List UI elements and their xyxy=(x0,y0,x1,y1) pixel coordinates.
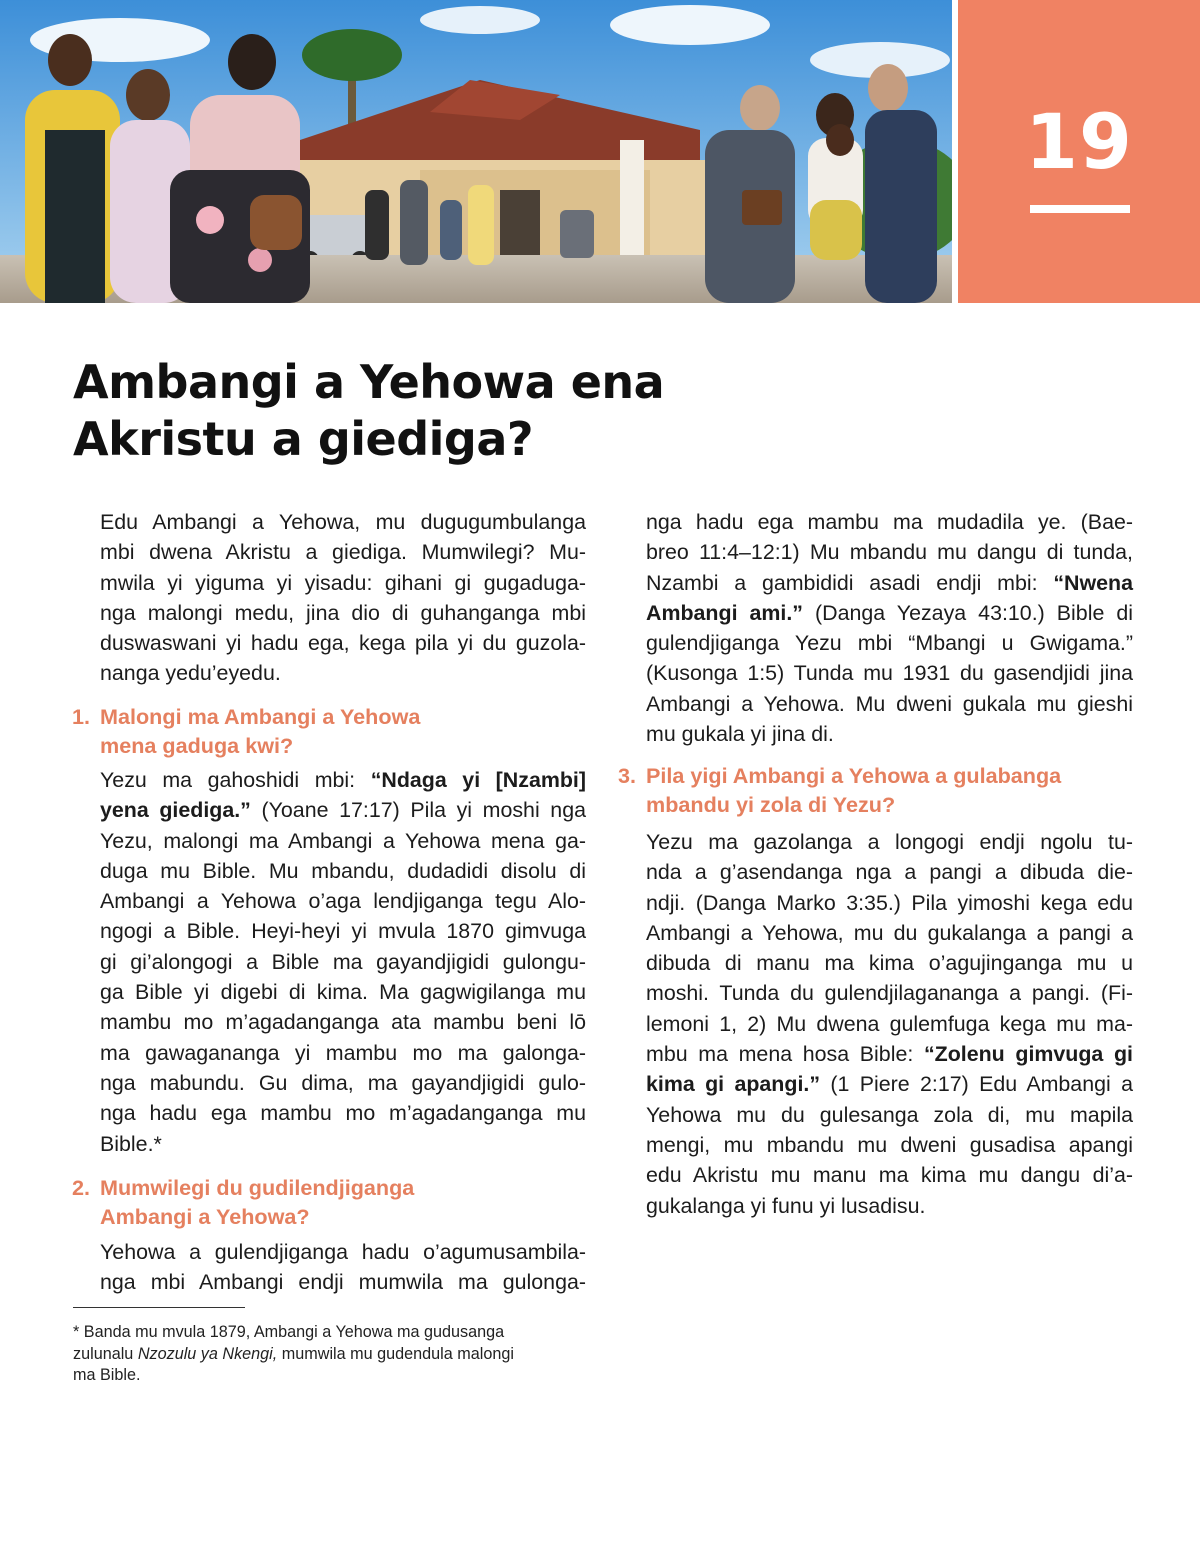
text-line: ga Bible yi digebi di kima. Ma gagwigilanga mu xyxy=(100,980,586,1005)
text-run: Yezu ma gahoshidi mbi: xyxy=(100,768,371,792)
text-line: gukalanga yi funu yi lusadisu. xyxy=(646,1193,926,1218)
text-line: nga hadu ega mambu mo m’agadanganga mu xyxy=(100,1101,586,1126)
text-line: Yehowa a gulendjiganga hadu o’agumusambila- xyxy=(100,1240,586,1264)
text-line: gulendjiganga Yezu mbi “Mbangi u Gwigama.” xyxy=(646,631,1133,656)
text-line: Yezu, malongi ma Ambangi a Yehowa mena ga- xyxy=(100,828,586,853)
text-run: mumwila mu gudendula malongi xyxy=(277,1344,514,1363)
question-3-heading xyxy=(618,761,1062,819)
text-run: zulunalu xyxy=(73,1344,138,1363)
text-line: Yezu ma gazolanga a longogi endji ngolu tu- xyxy=(646,830,1133,854)
right-column xyxy=(646,507,1133,749)
text-line xyxy=(646,1039,1133,1069)
text-line xyxy=(646,598,1133,628)
page-title xyxy=(73,354,693,468)
text-line: Bible.* xyxy=(100,1131,162,1156)
text-line: edu Akristu mu manu ma kima mu dangu di’a- xyxy=(646,1163,1133,1188)
text-line: dibuda di manu ma kima o’agujinganga mu u xyxy=(646,951,1133,976)
text-line: ndji. (Danga Marko 3:35.) Pila yimoshi kega edu xyxy=(646,890,1133,915)
text-line: moshi. Tunda du gulendjilagananga a pangi. (Fi- xyxy=(646,981,1133,1006)
text-run: (1 Piere 2:17) Edu Ambangi a xyxy=(820,1072,1133,1097)
text-line: duswaswani yi hadu ega, kega pila yi du guzola- xyxy=(100,631,586,656)
question-1-answer xyxy=(100,765,586,1159)
left-column xyxy=(100,507,586,689)
question-number: 2. xyxy=(72,1175,91,1200)
text-line: mwila yi yiguma yi yisadu: gihani gi gugaduga- xyxy=(100,570,586,595)
question-number: 3. xyxy=(618,763,637,788)
text-line: Ambangi a Yehowa. Mu dweni gukala mu gieshi xyxy=(646,691,1133,716)
text-run: (Yoane 17:17) Pila yi moshi nga xyxy=(250,798,586,823)
text-line: nanga yedu’eyedu. xyxy=(100,661,281,686)
text-line: breo 11:4–12:1) Mu mbandu mu dangu di tunda, xyxy=(646,540,1133,565)
question-line: Pila yigi Ambangi a Yehowa a gulabanga xyxy=(646,763,1062,788)
text-line: mambu mo m’agadanganga ata mambu beni lō xyxy=(100,1010,586,1035)
text-line: Ambangi a Yehowa o’aga lendjiganga tegu Alo- xyxy=(100,889,586,914)
text-run: Nzambi a gambididi asadi endji mbi: xyxy=(646,570,1054,595)
text-line: (Kusonga 1:5) Tunda mu 1931 du gasendjidi jina xyxy=(646,661,1133,686)
chapter-rule xyxy=(1030,205,1130,213)
intro-paragraph xyxy=(100,507,586,689)
footnote xyxy=(73,1322,573,1387)
text-line xyxy=(646,568,1133,598)
header-photo xyxy=(0,0,952,303)
chapter-number: 19 xyxy=(1025,97,1133,186)
text-line: nda a g’asendanga nga a pangi a dibuda die- xyxy=(646,860,1133,885)
page-title-line: Ambangi a Yehowa ena xyxy=(73,355,665,409)
question-3-answer xyxy=(646,827,1133,1221)
bold-quote: “Nwena xyxy=(1053,570,1133,595)
question-line: Ambangi a Yehowa? xyxy=(100,1204,310,1229)
italic-title: Nzozulu ya Nkengi, xyxy=(137,1344,278,1363)
text-line xyxy=(646,1069,1133,1099)
text-line: nga mbi Ambangi endji mumwila ma gulonga- xyxy=(100,1270,586,1295)
text-run: (Danga Yezaya 43:10.) Bible di xyxy=(803,600,1133,625)
footnote-line: ma Bible. xyxy=(73,1366,141,1384)
text-line: Yehowa mu du gulesanga zola di, mu mapila xyxy=(646,1102,1133,1127)
text-line: nga hadu ega mambu ma mudadila ye. (Bae- xyxy=(646,510,1133,534)
text-line xyxy=(100,795,586,825)
bold-quote: kima gi apangi.” xyxy=(646,1072,821,1097)
footnote-line xyxy=(73,1344,573,1366)
text-line: Edu Ambangi a Yehowa, mu dugugumbulanga xyxy=(100,510,586,534)
text-line: mbi dwena Akristu a giediga. Mumwilegi? Mu- xyxy=(100,540,586,565)
question-1-heading xyxy=(72,702,421,760)
text-line: gi gi’alongogi a Bible ma gayandjigidi gulongu- xyxy=(100,949,586,974)
page-title-line: Akristu a giediga? xyxy=(73,412,534,466)
text-line: ma gawagananga yi mambu mo ma galonga- xyxy=(100,1040,586,1065)
bold-quote: “Ndaga yi [Nzambi] xyxy=(370,768,586,792)
question-line: mena gaduga kwi? xyxy=(100,733,294,758)
text-line: duga mu Bible. Mu mbandu, dudadidi disolu di xyxy=(100,858,586,883)
text-line: ngogi a Bible. Heyi-heyi yi mvula 1870 gimvuga xyxy=(100,919,586,944)
text-run: mbu ma mena hosa Bible: xyxy=(646,1042,924,1067)
question-number: 1. xyxy=(72,704,91,729)
bold-quote: yena giediga.” xyxy=(100,798,251,823)
question-line: mbandu yi zola di Yezu? xyxy=(646,792,896,817)
question-2-heading xyxy=(72,1173,415,1231)
text-line: nga mabundu. Gu dima, ma gayandjigidi gulo- xyxy=(100,1070,586,1095)
text-line: lemoni 1, 2) Mu dwena gulemfuga kega mu ma- xyxy=(646,1011,1133,1036)
question-2-answer xyxy=(100,1237,586,1298)
text-line: nga malongi medu, jina dio di guhanganga mbi xyxy=(100,600,586,625)
text-line: mu gukala yi jina di. xyxy=(646,722,834,747)
bold-quote: Ambangi ami.” xyxy=(646,600,804,625)
question-line: Mumwilegi du gudilendjiganga xyxy=(100,1175,415,1200)
bold-quote: “Zolenu gimvuga gi xyxy=(923,1042,1133,1067)
text-line xyxy=(100,765,586,795)
question-line: Malongi ma Ambangi a Yehowa xyxy=(100,704,421,729)
text-line: mengi, mu mbandu mu dweni gusadisa apangi xyxy=(646,1132,1133,1157)
footnote-line: * Banda mu mvula 1879, Ambangi a Yehowa ma gudusanga xyxy=(73,1323,505,1341)
text-line: Ambangi a Yehowa, mu du gukalanga a pangi a xyxy=(646,920,1133,945)
footnote-rule xyxy=(73,1307,245,1308)
chapter-number-box xyxy=(958,0,1200,303)
